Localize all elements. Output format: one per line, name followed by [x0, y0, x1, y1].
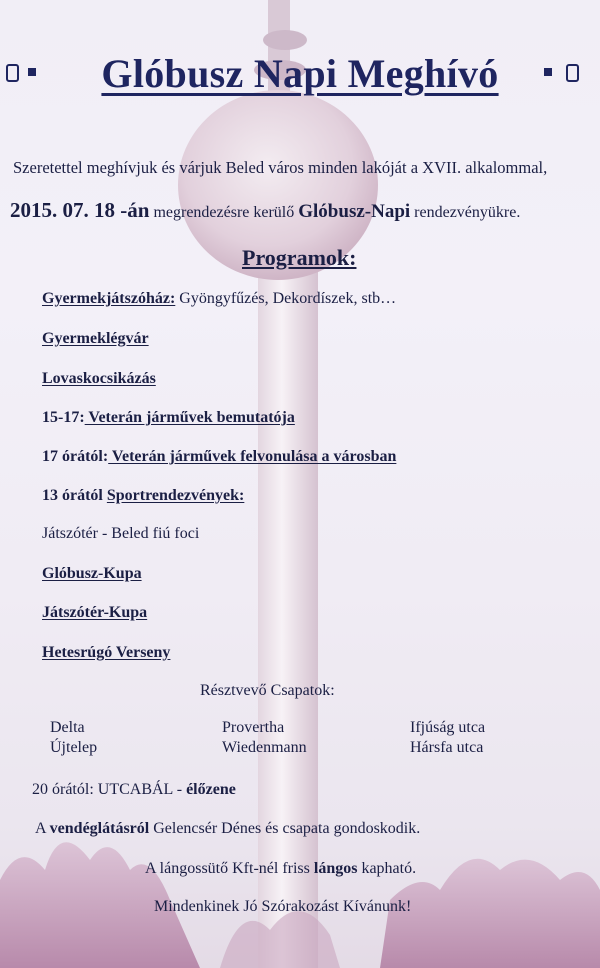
team-name: Delta — [50, 719, 85, 736]
closing-line: Mindenkinek Jó Szórakozást Kívánunk! — [154, 898, 412, 915]
langos-b: lángos — [313, 860, 358, 877]
team-name: Ifjúság utca — [410, 719, 486, 736]
program-label: Gyermekjátszóház: — [42, 290, 176, 307]
program-time: 17 órától: — [42, 448, 109, 465]
catering-b: vendéglátásról — [49, 820, 150, 837]
team-name: Wiedenmann — [222, 739, 307, 756]
catering-a: A — [35, 820, 50, 837]
ornament-icon — [28, 68, 36, 76]
ornament-icon — [6, 64, 19, 82]
program-time: 15-17: — [42, 409, 85, 426]
program-text: Veterán járművek bemutatója — [84, 409, 295, 426]
program-item: Játszótér - Beled fiú foci — [42, 525, 200, 542]
intro-text: Szeretettel meghívjuk és várjuk Beled város minden lakóját a XVII. alkalommal, — [13, 158, 548, 177]
date-line-end: rendezvényükre. — [410, 204, 521, 221]
program-item: Lovaskocsikázás — [42, 370, 156, 387]
program-time: 13 órától — [42, 487, 107, 504]
event-name: Glóbusz-Napi — [298, 201, 411, 222]
langos-c: kapható. — [357, 860, 417, 877]
program-item: Hetesrúgó Verseny — [42, 644, 171, 661]
program-item — [42, 487, 244, 505]
catering-line — [35, 820, 420, 838]
title-row — [0, 50, 600, 110]
program-item — [42, 409, 295, 427]
langos-line — [145, 860, 416, 878]
program-item: Gyermeklégvár — [42, 330, 149, 347]
team-name: Hársfa utca — [410, 739, 484, 756]
program-text: Sportrendezvények: — [106, 487, 245, 504]
program-item — [42, 290, 396, 308]
teams-heading: Résztvevő Csapatok: — [200, 682, 335, 699]
program-item: Glóbusz-Kupa — [42, 565, 142, 582]
langos-a: A lángossütő Kft-nél friss — [145, 860, 314, 877]
program-item: Játszótér-Kupa — [42, 604, 148, 621]
team-name: Újtelep — [50, 739, 98, 756]
evening-music: élőzene — [186, 781, 236, 798]
page-title: Glóbusz Napi Meghívó — [101, 51, 499, 96]
ornament-icon — [544, 68, 552, 76]
evening-program — [32, 781, 236, 799]
program-text: Gyöngyfűzés, Dekordíszek, stb… — [175, 290, 397, 307]
date-line — [10, 198, 520, 223]
catering-c: Gelencsér Dénes és csapata gondoskodik. — [149, 820, 421, 837]
programs-heading: Programok: — [242, 245, 357, 270]
program-text: Veterán járművek felvonulása a városban — [108, 448, 397, 465]
program-item — [42, 448, 396, 466]
event-date: 2015. 07. 18 -án — [10, 198, 150, 222]
evening-prefix: 20 órától: UTCABÁL - — [32, 781, 187, 798]
ornament-icon — [566, 64, 579, 82]
team-name: Provertha — [222, 719, 285, 736]
date-line-mid: megrendezésre kerülő — [149, 204, 299, 221]
